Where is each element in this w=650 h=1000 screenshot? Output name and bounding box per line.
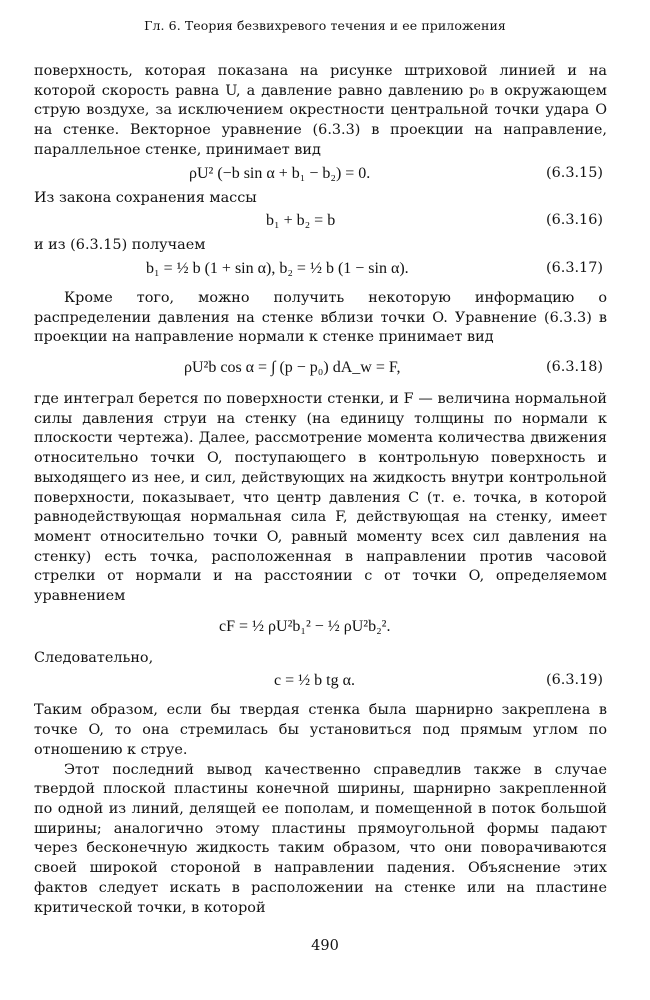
equation-moment: [34, 611, 607, 645]
equation-6-3-19: [34, 671, 607, 693]
equation-6-3-16: [34, 211, 607, 233]
paragraph-1: поверхность, которая показана на рисунке штриховой линией и на которой скорость равна U, а давление равно давлению p₀ в окружающем струю воздухе, за исключением окрестности центральной точки удара O на стенке. Векторное уравнение (6.3.3) в проекции на направление, параллельное стенке, принимает вид: [34, 63, 607, 158]
equation-expression: b₁ = ½ b (1 + sin α), b₂ = ½ b (1 − sin α).: [146, 259, 409, 277]
equation-number: (6.3.17): [545, 259, 603, 276]
equation-number: (6.3.16): [545, 212, 603, 229]
paragraph-3: и из (6.3.15) получаем: [34, 237, 206, 254]
equation-number: (6.3.19): [545, 672, 603, 689]
equation-expression: b₁ + b₂ = b: [266, 212, 336, 230]
page-body: [34, 62, 607, 918]
paragraph-8: Этот последний вывод качественно справедлив также в случае твердой плоской пластины конечной ширины, шарнирно закрепленной по одной из линий, делящей ее пополам, и помещенной в поток большой ширины; аналогично этому пластины прямоугольной формы падают через бесконечную жидкость таким образом, что они поворачиваются своей широкой стороной в направлении падения. Объяснение этих фактов следует искать в расположении на стенке или на пластине критической точки, в которой: [34, 761, 607, 916]
equation-expression: ρU² (−b sin α + b₁ − b₂) = 0.: [189, 164, 371, 182]
equation-6-3-18: [34, 352, 607, 386]
paragraph-5: где интеграл берется по поверхности стенки, и F — величина нормальной силы давления струи на стенку (на единицу толщины по нормали к плоскости чертежа). Далее, рассмотрение момента количества движения относительно точки O, поступающего в контрольную поверхность и выходящего из нее, и сил, действующих на жидкость внутри контрольной поверхности, показывает, что центр давления C (т. е. точка, в которой равнодействующая нормальная сила F, действующая на стенку, имеет момент относительно точки O, равный моменту всех сил давления на стенку) есть точка, расположенная в направлении против часовой стрелки от нормали и на расстоянии c от точки O, определяемом уравнением: [34, 391, 607, 605]
equation-number: (6.3.18): [545, 359, 603, 376]
running-header: Гл. 6. Теория безвихревого течения и ее приложения: [144, 18, 506, 33]
page-number: 490: [311, 938, 339, 954]
equation-6-3-17: [34, 259, 607, 281]
equation-number: (6.3.15): [545, 164, 603, 181]
equation-expression: c = ½ b tg α.: [274, 672, 355, 690]
paragraph-6: Следовательно,: [34, 649, 154, 666]
paragraph-7: Таким образом, если бы твердая стенка была шарнирно закреплена в точке O, то она стремилась бы установиться под прямым углом по отношению к струе.: [34, 702, 607, 758]
equation-expression: cF = ½ ρU²b₁² − ½ ρU²b₂².: [219, 617, 391, 635]
equation-expression: ρU²b cos α = ∫ (p − p₀) dA_w = F,: [184, 359, 401, 377]
equation-6-3-15: [34, 164, 607, 186]
paragraph-4: Кроме того, можно получить некоторую информацию о распределении давления на стенке вблизи точки O. Уравнение (6.3.3) в проекции на направление нормали к стенке принимает вид: [34, 289, 607, 346]
paragraph-2: Из закона сохранения массы: [34, 189, 257, 206]
